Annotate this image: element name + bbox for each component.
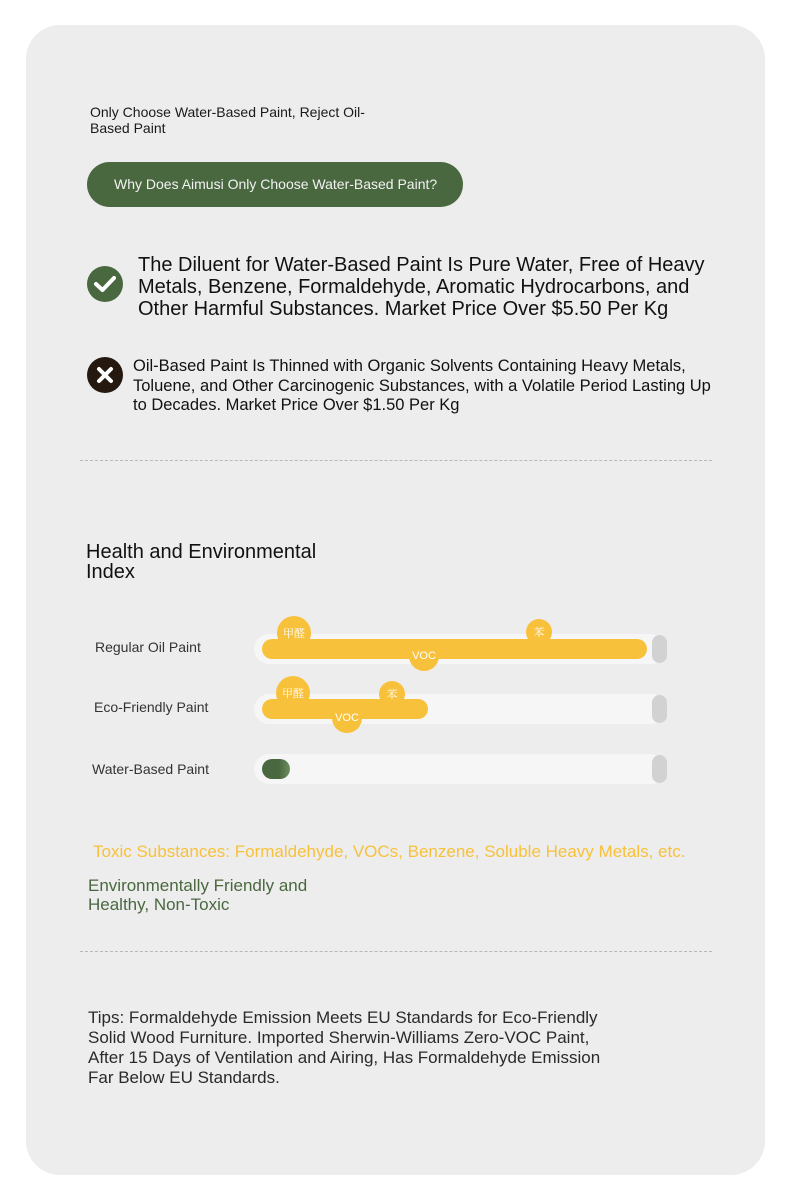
level-bar-oil-paint <box>262 639 647 659</box>
divider <box>80 460 712 461</box>
tag-formaldehyde: 甲醛 <box>276 676 310 710</box>
page-title: Only Choose Water-Based Paint, Reject Oil-Based Paint <box>90 104 365 136</box>
index-heading: Health and Environmental Index <box>86 541 317 583</box>
check-icon <box>87 266 123 302</box>
tag-benzene: 苯 <box>379 681 405 707</box>
oil-based-description: Oil-Based Paint Is Thinned with Organic Solvents Containing Heavy Metals, Toluene, and Other Carcinogenic Substances, with a Volatile Period Lasting Up to Decades. Market Price Over $1.50 Per Kg <box>133 357 711 414</box>
divider <box>80 951 712 952</box>
row-label-oil-paint: Regular Oil Paint <box>95 639 201 655</box>
tips-text: Tips: Formaldehyde Emission Meets EU Standards for Eco-Friendly Solid Wood Furniture. Imported Sherwin-Williams Zero-VOC Paint, After 15 Days of Ventilation and Airing, Has Formaldehyde Emission Far Below EU Standards. <box>88 1008 601 1087</box>
tag-voc: VOC <box>332 703 362 733</box>
tag-benzene: 苯 <box>526 619 552 645</box>
cross-icon <box>87 357 123 393</box>
level-bar-water-paint <box>262 759 290 779</box>
water-based-description: The Diluent for Water-Based Paint Is Pure Water, Free of Heavy Metals, Benzene, Formaldehyde, Aromatic Hydrocarbons, and Other Harmful Substances. Market Price Over $5.50 Per Kg <box>138 254 705 320</box>
tag-formaldehyde: 甲醛 <box>277 616 311 650</box>
legend-toxic: Toxic Substances: Formaldehyde, VOCs, Benzene, Soluble Heavy Metals, etc. <box>93 842 686 861</box>
tag-voc: VOC <box>409 641 439 671</box>
why-water-based-button[interactable]: Why Does Aimusi Only Choose Water-Based Paint? <box>87 162 463 207</box>
track-end <box>652 695 667 723</box>
row-label-eco-paint: Eco-Friendly Paint <box>94 699 209 715</box>
row-label-water-paint: Water-Based Paint <box>92 761 209 777</box>
track-end <box>652 755 667 783</box>
track-end <box>652 635 667 663</box>
level-track-water-paint <box>254 754 666 784</box>
legend-safe: Environmentally Friendly and Healthy, Non-Toxic <box>88 876 308 914</box>
